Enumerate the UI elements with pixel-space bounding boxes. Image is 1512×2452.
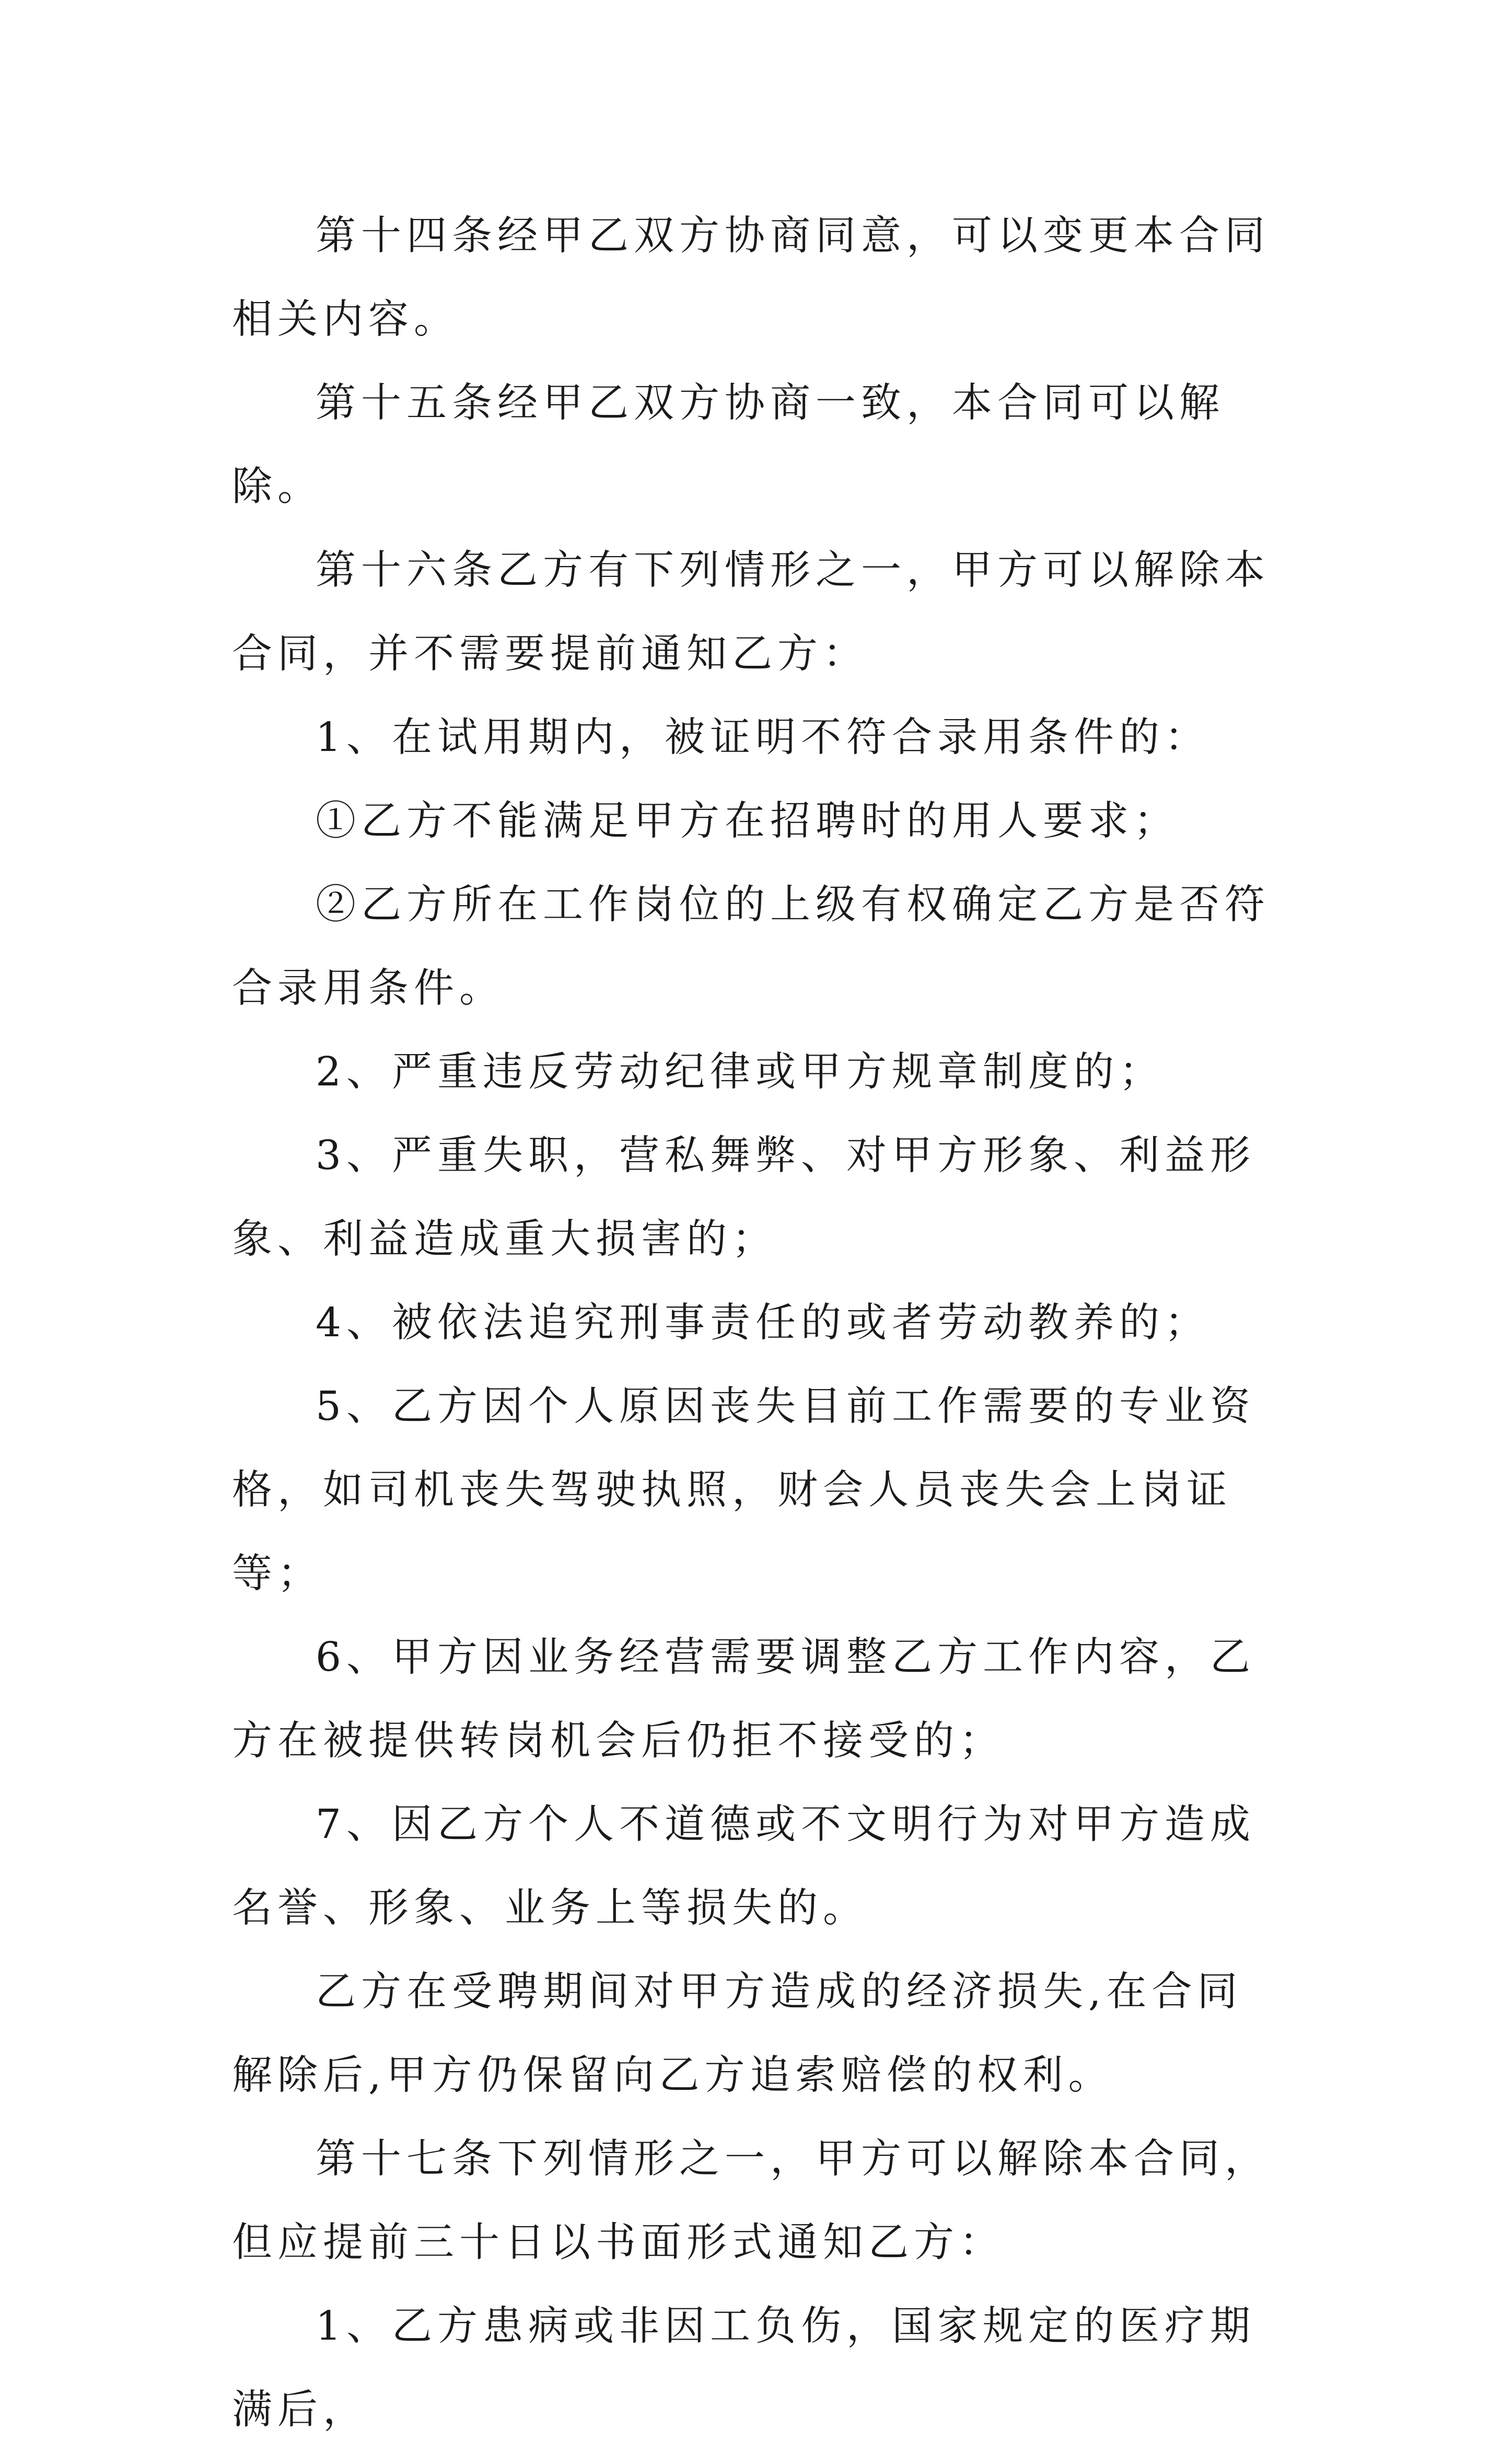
paragraph-article-17-item-1: 1、乙方患病或非因工负伤，国家规定的医疗期满后， [232, 2303, 1255, 2433]
paragraph-item-6: 6、甲方因业务经营需要调整乙方工作内容，乙方在被提供转岗机会后仍拒不接受的； [232, 1634, 1255, 1764]
paragraph-item-7: 7、因乙方个人不道德或不文明行为对甲方造成名誉、形象、业务上等损失的。 [232, 1801, 1255, 1931]
paragraph-article-17: 第十七条下列情形之一，甲方可以解除本合同，但应提前三十日以书面形式通知乙方： [232, 2136, 1270, 2266]
paragraph-article-15: 第十五条经甲乙双方协商一致，本合同可以解除。 [232, 380, 1225, 510]
paragraph-subitem-1: ①乙方不能满足甲方在招聘时的用人要求； [316, 798, 1179, 845]
paragraph-compensation: 乙方在受聘期间对甲方造成的经济损失,在合同解除后,甲方仍保留向乙方追索赔偿的权利。 [232, 1969, 1243, 2099]
paragraph-subitem-2: ②乙方所在工作岗位的上级有权确定乙方是否符合录用条件。 [232, 882, 1270, 1012]
paragraph-item-4: 4、被依法追究刑事责任的或者劳动教养的； [316, 1300, 1210, 1346]
paragraph-item-2: 2、严重违反劳动纪律或甲方规章制度的； [316, 1049, 1165, 1095]
paragraph-article-14: 第十四条经甲乙双方协商同意，可以变更本合同相关内容。 [232, 213, 1270, 343]
paragraph-item-5: 5、乙方因个人原因丧失目前工作需要的专业资格，如司机丧失驾驶执照，财会人员丧失会上岗证等； [232, 1383, 1255, 1597]
paragraph-item-3: 3、严重失职，营私舞弊、对甲方形象、利益形象、利益造成重大损害的； [232, 1132, 1255, 1263]
paragraph-article-16: 第十六条乙方有下列情形之一，甲方可以解除本合同，并不需要提前通知乙方： [232, 547, 1270, 677]
document-body [232, 194, 1283, 2452]
paragraph-item-1: 1、在试用期内，被证明不符合录用条件的： [316, 714, 1210, 761]
